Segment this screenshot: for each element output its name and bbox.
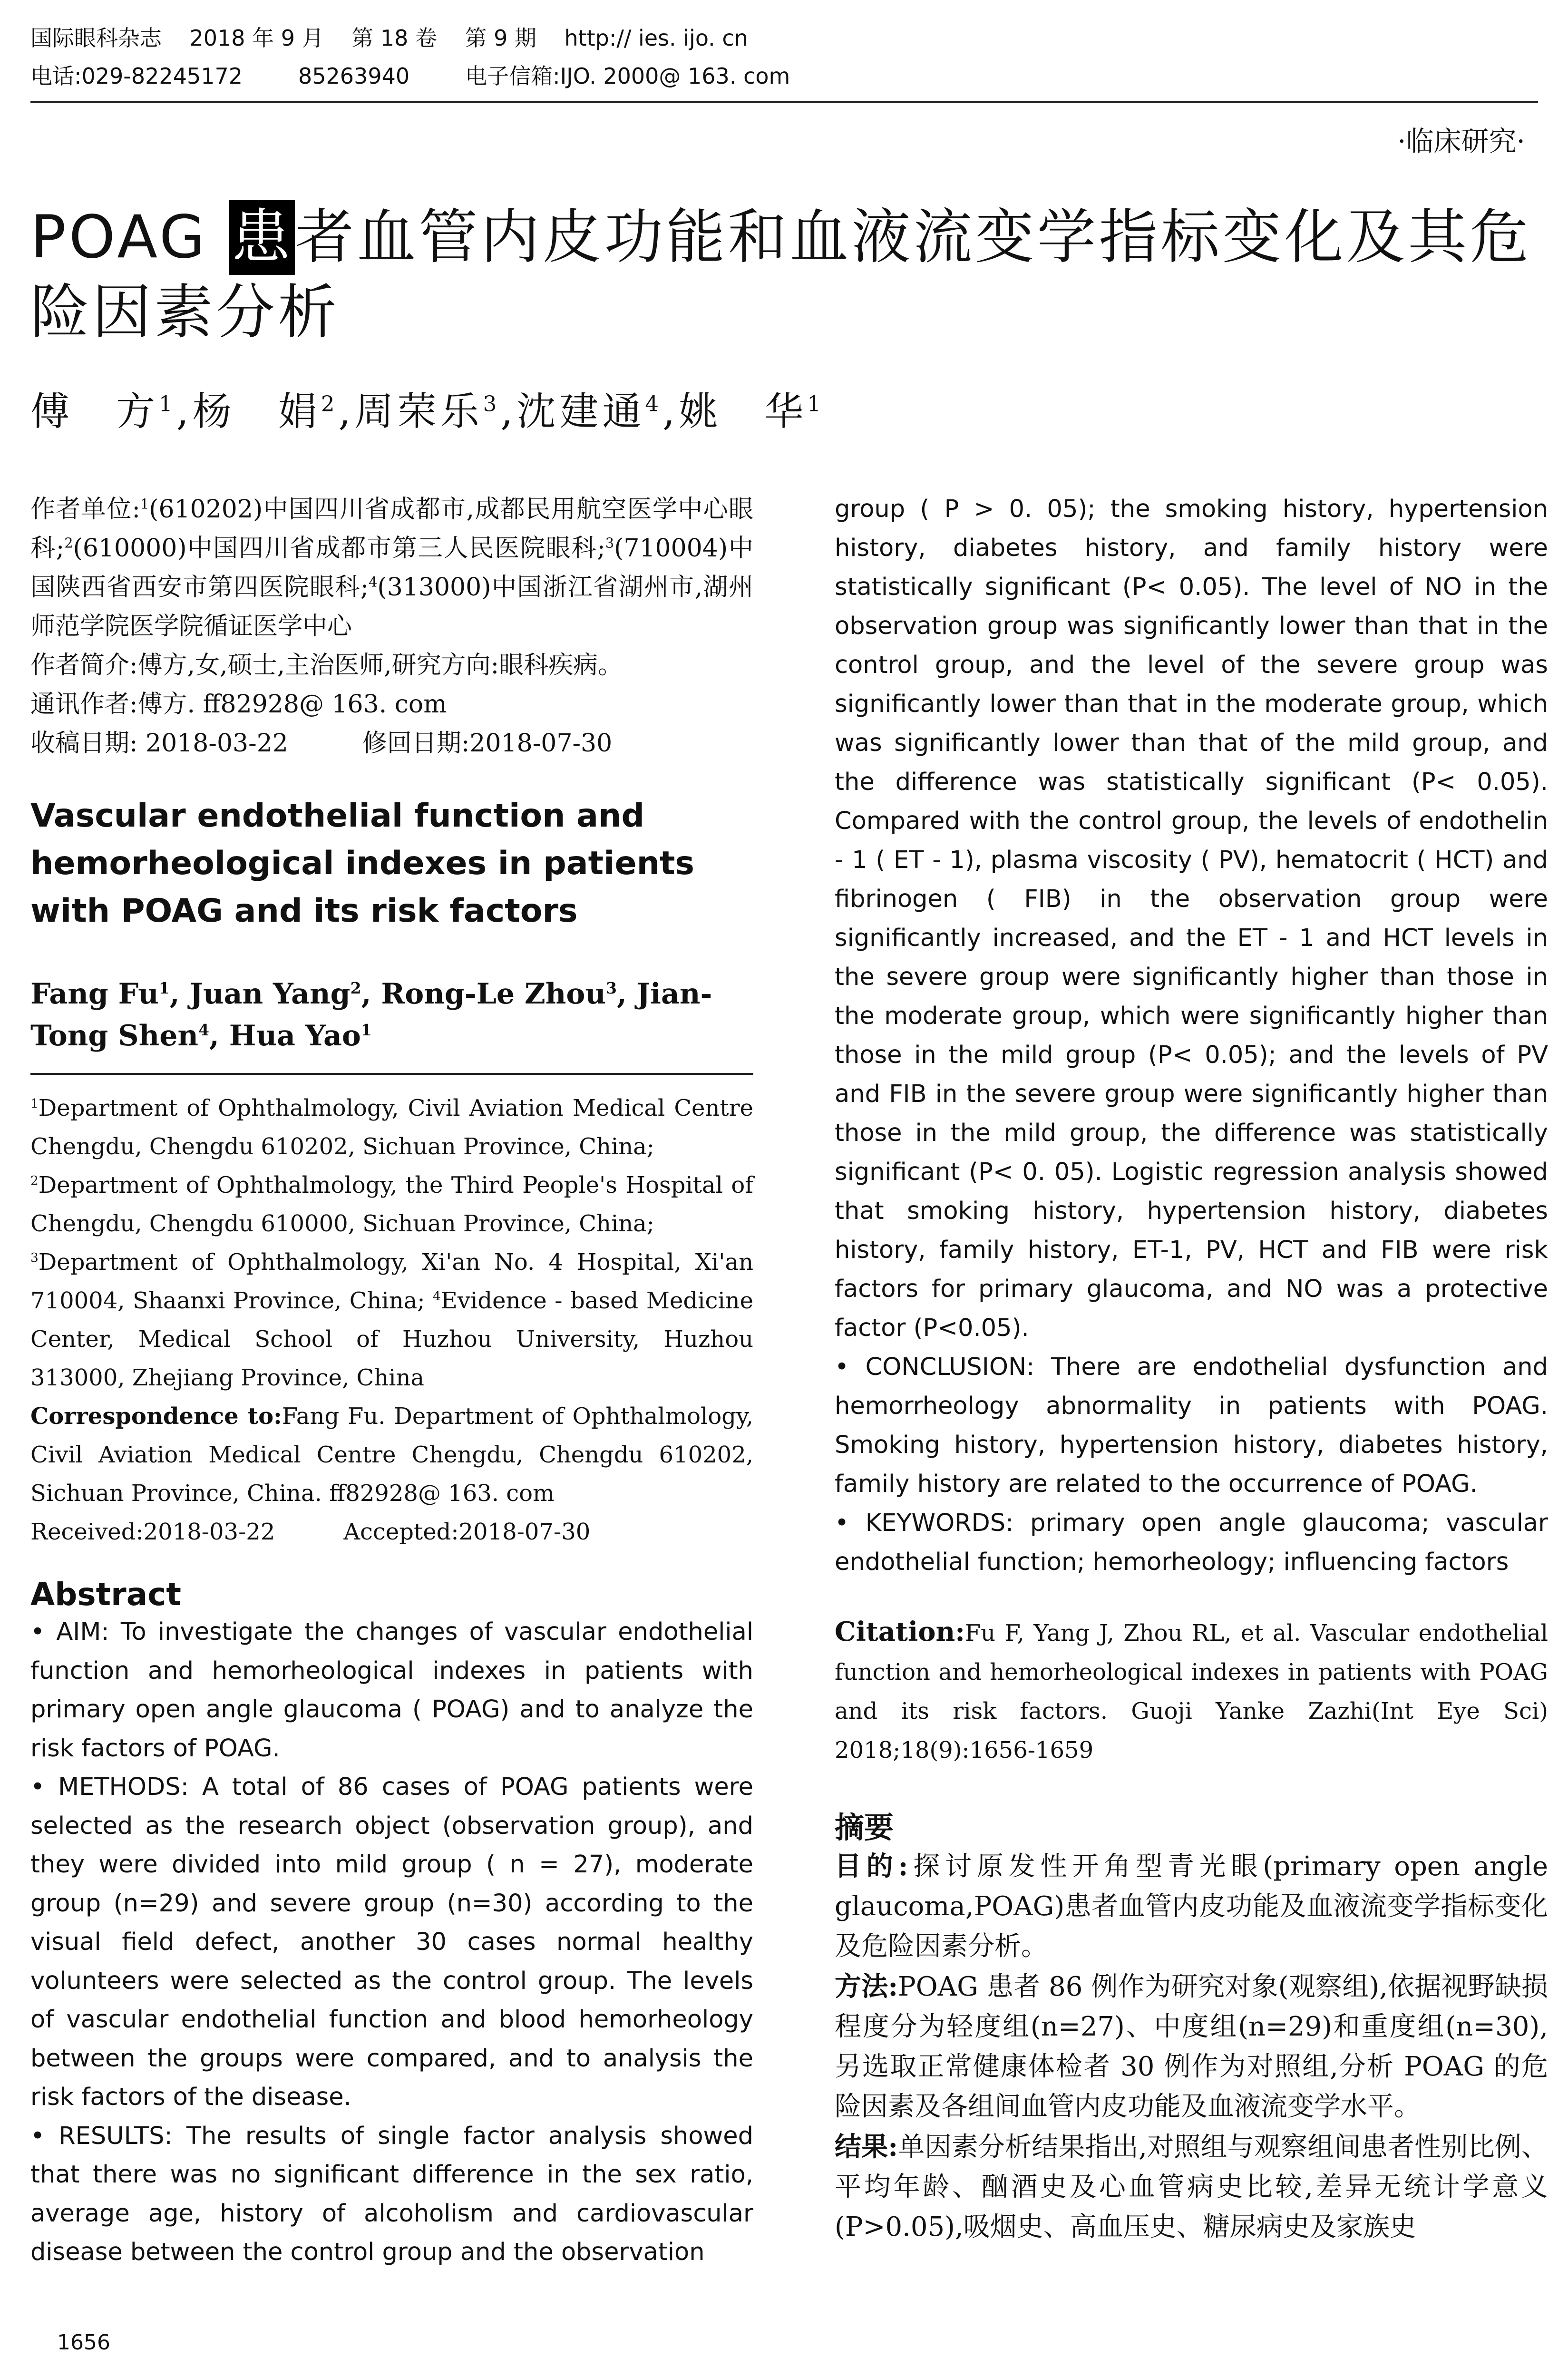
author-en: Hua Yao	[229, 1019, 361, 1052]
journal-header	[30, 19, 1538, 95]
title-part-2: 者血管内皮功能和血液流变学指标变化及其危险因素分析	[30, 203, 1532, 347]
abstract-methods: • METHODS: A total of 86 cases of POAG patients were selected as the research object (observation group), and they were divided into mild group ( n = 27), moderate group (n=29) and severe group (n=30) according to the visual field defect, another 30 cases normal healthy volunteers were selected as the control group. The levels of vascular endothelial function and blood hemorheology between the groups were compared, and to analysis the risk factors of the disease.	[30, 1773, 753, 2111]
english-departments	[30, 1089, 753, 1397]
affiliation-3: (710004)中国陕西省西安市第四医院眼科;	[30, 534, 753, 602]
affiliation-prefix: 作者单位:	[30, 495, 140, 524]
dept-sup: 4	[433, 1289, 441, 1304]
title-highlighted-char: 患	[229, 200, 295, 275]
journal-info-line: 国际眼科杂志 2018 年 9 月 第 18 卷 第 9 期 http:// ies. ijo. cn	[30, 25, 748, 51]
cn-methods-text: POAG 患者 86 例作为研究对象(观察组),依据视野缺损程度分为轻度组(n=27)、中度组(n=29)和重度组(n=30),另选取正常健康体检者 30 例作为对照组,分析 POAG 的危险因素及各组间血管内皮功能及血液流变学水平。	[835, 1971, 1549, 2122]
abstract-conclusion: • CONCLUSION: There are endothelial dysfunction and hemorrheology abnormality in patients with POAG. Smoking history, hypertension history, diabetes history, family history are related to the occurrence of POAG.	[835, 1353, 1548, 1498]
author-cn: 傅 方	[30, 389, 159, 434]
dept-sup: 2	[30, 1173, 39, 1188]
cn-abstract-aim	[835, 1846, 1548, 1967]
author-sup: 4	[198, 1021, 209, 1039]
author-sup: 1	[158, 979, 170, 997]
received-dates-cn: 收稿日期: 2018-03-22 修回日期:2018-07-30	[30, 729, 613, 758]
left-column	[30, 490, 753, 2272]
author-en: Juan Yang	[189, 977, 351, 1011]
cn-abstract-results	[835, 2127, 1548, 2247]
author-cn: 杨 娟	[192, 389, 321, 434]
english-authors: Fang Fu$^1$, Juan Yang$^2$, Rong-Le Zhou$^3$, Jian-Tong Shen$^4$, Hua Yao$^1$	[30, 977, 712, 1052]
author-affiliations	[30, 490, 753, 646]
aff-sup: 2	[64, 535, 73, 551]
author-sup: 2	[350, 979, 361, 997]
author-sup: 3	[483, 391, 501, 417]
aff-sup: 4	[369, 574, 378, 590]
author-sup: 1	[807, 391, 825, 417]
author-en: Fang Fu	[30, 977, 159, 1011]
aff-sup: 3	[605, 535, 614, 551]
author-sup: 2	[321, 391, 339, 417]
affiliation-2: (610000)中国四川省成都市第三人民医院眼科;	[73, 534, 605, 563]
author-cn: 姚 华	[679, 389, 808, 434]
abstract-keywords: • KEYWORDS: primary open angle glaucoma; vascular endothelial function; hemorheology; influencing factors	[835, 1509, 1548, 1576]
abstract-results-continued: group ( P > 0. 05); the smoking history, hypertension history, diabetes history, and family history were statistically significant (P< 0.05). The level of NO in the observation group was significantly lower than that in the control group, and the level of the severe group was significantly lower than that in the moderate group, which was significantly lower than that of the mild group, and the difference was statistically significant (P< 0.05). Compared with the control group, the levels of endothelin - 1 ( ET - 1), plasma viscosity ( PV), hematocrit ( HCT) and fibrinogen ( FIB) in the observation group were significantly increased, and the ET - 1 and HCT levels in the severe group were significantly higher than those in the moderate group, which were significantly higher than those in the mild group (P< 0.05); and the levels of PV and FIB in the severe group were significantly higher than those in the mild group, the difference was statistically significant (P< 0. 05). Logistic regression analysis showed that smoking history, hypertension history, diabetes history, family history, ET-1, PV, HCT and FIB were risk factors for primary glaucoma, and NO was a protective factor (P<0.05).	[835, 495, 1548, 1342]
page-number: 1656	[57, 2330, 110, 2355]
section-tag: ·临床研究·	[1397, 125, 1525, 157]
dept-sup: 1	[30, 1096, 39, 1111]
author-bio: 作者简介:傅方,女,硕士,主治医师,研究方向:眼科疾病。	[30, 651, 623, 680]
cn-aim-label: 目的:	[835, 1851, 908, 1882]
english-title: Vascular endothelial function and hemorheological indexes in patients with POAG and its risk factors	[30, 797, 694, 930]
english-dates: Received:2018-03-22 Accepted:2018-07-30	[30, 1519, 591, 1545]
abstract-heading: Abstract	[30, 1576, 181, 1613]
correspondence-label: Correspondence to:	[30, 1403, 282, 1430]
cn-results-label: 结果:	[835, 2131, 898, 2163]
author-sup: 1	[159, 391, 176, 417]
author-sup: 1	[360, 1021, 372, 1039]
journal-contact-line: 电话:029-82245172 85263940 电子信箱:IJO. 2000@ 163. com	[30, 63, 790, 89]
author-en: Rong-Le Zhou	[381, 977, 606, 1011]
authors-rule	[30, 1073, 753, 1075]
title-part-1: POAG	[30, 203, 230, 272]
english-correspondence	[30, 1397, 753, 1513]
correspondence-text: Fang Fu. Department of Ophthalmology, Civil Aviation Medical Centre Chengdu, Chengdu 610202, Sichuan Province, China. ff82928@ 163. com	[30, 1403, 754, 1507]
citation	[835, 1612, 1548, 1770]
cn-abstract-heading: 摘要	[835, 1810, 894, 1845]
header-rule	[30, 101, 1538, 103]
abstract-aim: • AIM: To investigate the changes of vascular endothelial function and hemorheological indexes in patients with primary open angle glaucoma ( POAG) and to analyze the risk factors of POAG.	[30, 1618, 753, 1763]
authors-cn: 傅 方$^1$,杨 娟$^2$,周荣乐$^3$,沈建通$^4$,姚 华$^1$	[30, 389, 825, 434]
department-1: Department of Ophthalmology, Civil Aviation Medical Centre Chengdu, Chengdu 610202, Sichuan Province, China;	[30, 1095, 753, 1160]
author-sup: 3	[606, 979, 617, 997]
department-3: Department of Ophthalmology, Xi'an No. 4 Hospital, Xi'an 710004, Shaanxi Province, China;	[30, 1249, 753, 1314]
article-title	[30, 200, 1538, 350]
cn-aim-text: 探讨原发性开角型青光眼(primary open angle glaucoma,POAG)患者血管内皮功能及血液流变学指标变化及危险因素分析。	[835, 1851, 1548, 1962]
citation-text: Fu F, Yang J, Zhou RL, et al. Vascular endothelial function and hemorheological indexes in patients with POAG and its risk factors. Guoji Yanke Zazhi(Int Eye Sci) 2018;18(9):1656-1659	[835, 1620, 1548, 1763]
affiliation-1: (610202)中国四川省成都市,成都民用航空医学中心眼科;	[30, 495, 753, 563]
author-en: Jian-Tong Shen	[30, 977, 712, 1052]
corresponding-author: 通讯作者:傅方. ff82928@ 163. com	[30, 690, 447, 719]
department-2: Department of Ophthalmology, the Third People's Hospital of Chengdu, Chengdu 610000, Sichuan Province, China;	[30, 1172, 753, 1237]
abstract-results-start: • RESULTS: The results of single factor analysis showed that there was no significant difference in the sex ratio, average age, history of alcoholism and cardiovascular disease between the control group and the observation	[30, 2122, 753, 2266]
affiliation-4: (313000)中国浙江省湖州市,湖州师范学院医学院循证医学中心	[30, 573, 753, 641]
cn-methods-label: 方法:	[835, 1971, 898, 2002]
dept-sup: 3	[30, 1250, 39, 1265]
citation-label: Citation:	[835, 1616, 965, 1647]
aff-sup: 1	[140, 496, 149, 512]
author-sup: 4	[645, 391, 663, 417]
cn-abstract-methods	[835, 1967, 1548, 2127]
author-cn: 沈建通	[516, 389, 645, 434]
cn-results-text: 单因素分析结果指出,对照组与观察组间患者性别比例、平均年龄、酗酒史及心血管病史比较,差异无统计学意义(P>0.05),吸烟史、高血压史、糖尿病史及家族史	[835, 2132, 1549, 2242]
author-cn: 周荣乐	[354, 389, 483, 434]
department-4: Evidence - based Medicine Center, Medical School of Huzhou University, Huzhou 313000, Zhejiang Province, China	[30, 1287, 754, 1391]
right-column	[835, 490, 1548, 2247]
